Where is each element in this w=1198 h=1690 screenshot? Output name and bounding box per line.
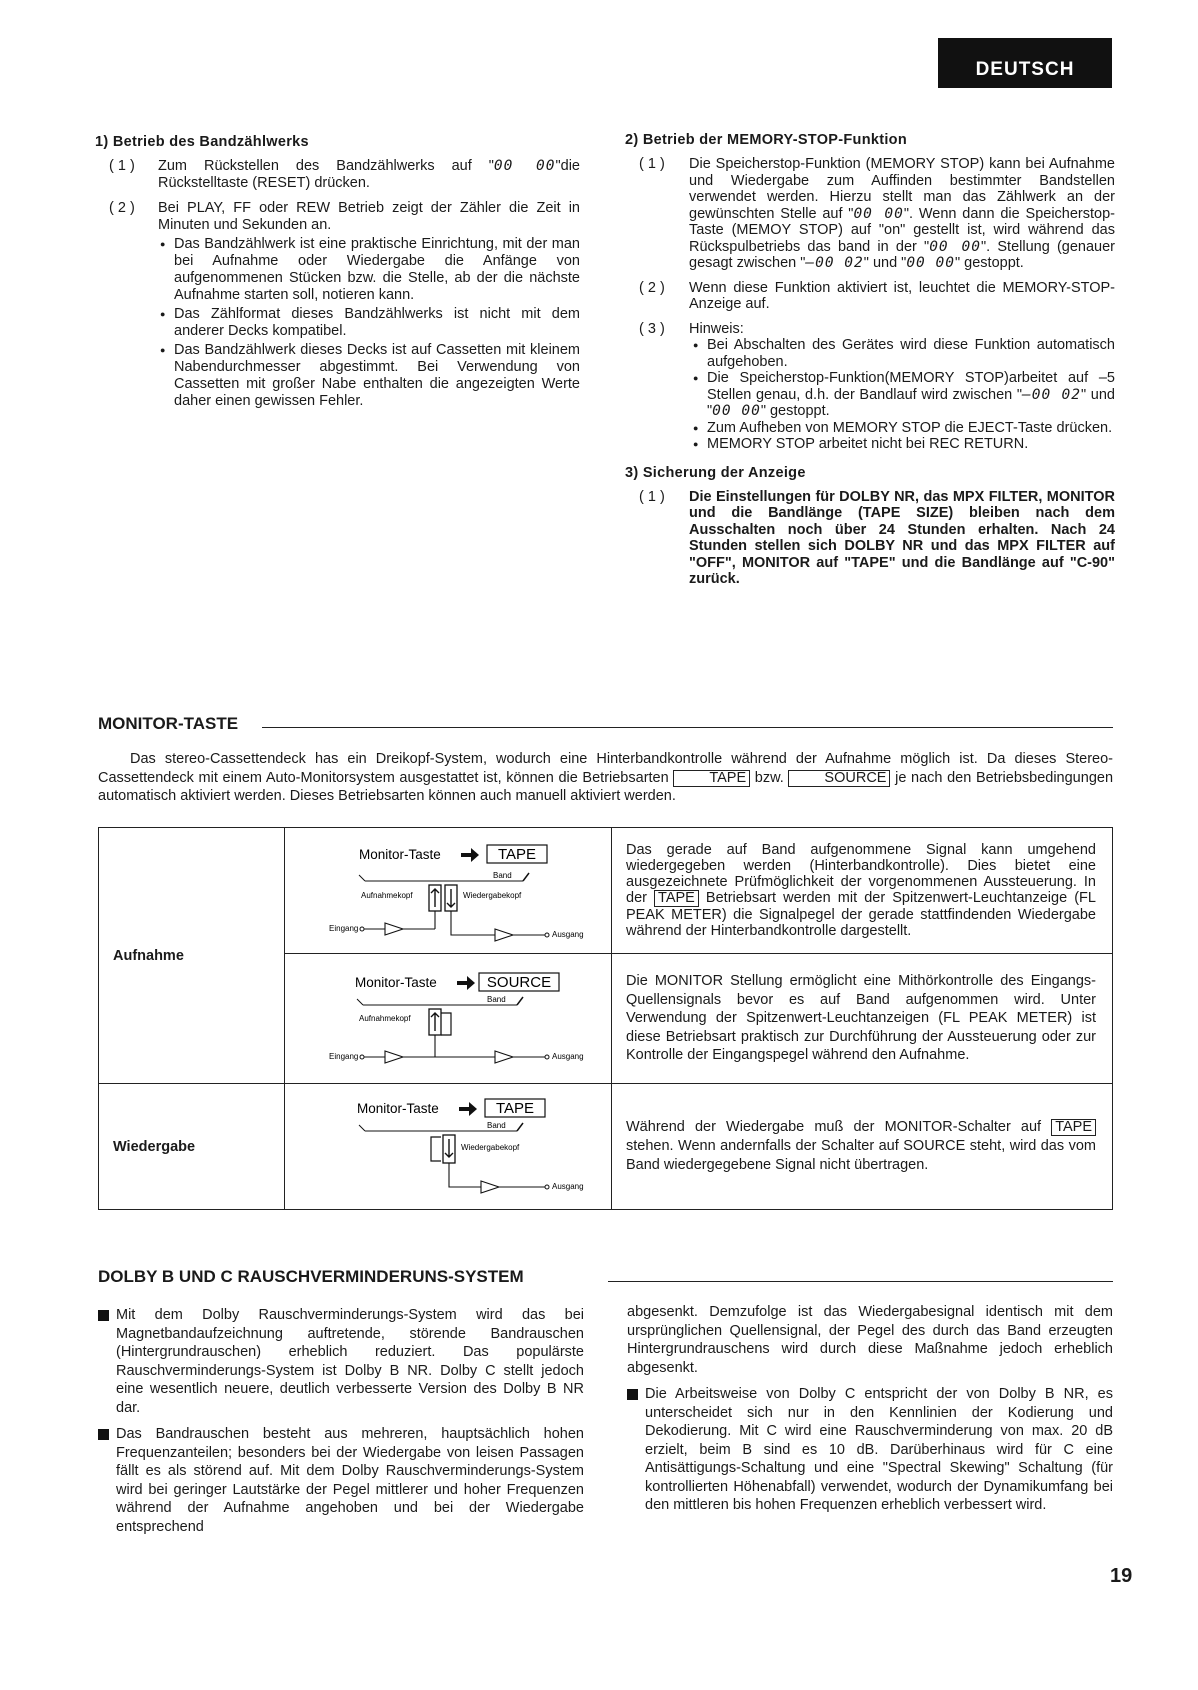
dolby-heading: DOLBY B UND C RAUSCHVERMINDERUNS-SYSTEM [98, 1267, 524, 1286]
band-label: Band [493, 870, 512, 880]
text: Wiedergabe [113, 1138, 196, 1155]
language-tab [938, 38, 1112, 88]
diagram-svg [285, 829, 611, 953]
text: bzw. [750, 769, 789, 786]
item-number: ( 2 ) [109, 200, 135, 216]
item-number: ( 1 ) [639, 156, 665, 172]
lcd-digits: 00 00 [906, 255, 955, 271]
item-number: ( 1 ) [109, 158, 135, 174]
input-terminal [360, 927, 364, 931]
text: " und " [707, 386, 1115, 419]
band-label: Band [487, 994, 506, 1004]
lcd-digits: 00 00 [929, 238, 981, 255]
text: je nach den Betriebsbedingungen automatisch aktiviert werden. Dieses Betriebsarten können auch manuell aktiviert werden. [98, 769, 1114, 804]
counter-item-2 [95, 200, 580, 234]
diagram-tape-playback [285, 1085, 611, 1209]
item-number: ( 1 ) [639, 488, 665, 505]
tape-label: TAPE [497, 845, 537, 863]
monitor-taste-label: Monitor-Taste [357, 1100, 439, 1116]
monitor-heading-rule [262, 727, 1113, 728]
diagram-cell [285, 1084, 612, 1210]
amplifier-icon [495, 1051, 513, 1063]
arrow-icon [459, 1102, 477, 1116]
memory-note: ● Zum Aufheben von MEMORY STOP die EJECT-Taste drücken. [691, 420, 1115, 437]
memory-note: ● Bei Abschalten des Gerätes wird diese Funktion automatisch aufgehoben. [691, 337, 1115, 370]
arrow-icon [461, 848, 479, 862]
band-label: Band [487, 1120, 506, 1130]
output-terminal [545, 1055, 549, 1059]
counter-bullet: ● Das Bandzählwerk ist eine praktische Einrichtung, mit der man bei Aufnahme oder Wiedergabe die Anfänge von aufgenommenen Stücken bzw. die Stelle, ab der die nächste Aufnahme starten soll, notieren kann. [158, 236, 580, 304]
memory-title: 2) Betrieb der MEMORY-STOP-Funktion [625, 132, 907, 148]
record-head-label: Aufnahmekopf [359, 1013, 411, 1023]
desc-cell-source [612, 954, 1113, 1084]
text: Das stereo-Cassettendeck has ein Dreikopf-System, wodurch eine Hinterbandkontrolle während der Aufnahme möglich ist. Da dieses Stereo-Cassettendeck mit einem Auto-Monitorsystem ausgestattet ist, können die Betriebsarten [98, 751, 1113, 786]
wire [449, 1163, 545, 1187]
amplifier-icon [495, 929, 513, 941]
counter-bullet: ● Das Bandzählwerk dieses Decks ist auf Cassetten mit kleinem Nabendurchmesser abgestimmt. Bei Verwendung von Cassetten mit großer Nabe enthalten die angezeigten Werte daher einen gewissen Fehler. [158, 342, 580, 410]
record-head-outline [431, 1137, 441, 1161]
monitor-intro [98, 750, 1113, 806]
table-row [99, 828, 1113, 954]
monitor-table [98, 827, 1113, 1210]
text: Zum Rückstellen des Bandzählwerks auf " [158, 158, 494, 174]
text: Bei PLAY, FF oder REW Betrieb zeigt der Zähler die Zeit in Minuten und Sekunden an. [158, 200, 580, 233]
lcd-digits: 00 00 [712, 403, 761, 419]
band-end [517, 997, 523, 1005]
dolby-paragraph: Das Bandrauschen besteht aus mehreren, hauptsächlich hohen Frequenzanteilen; besonders bei der Wiedergabe von leisen Passagen fällt es als störend auf. Mit dem Dolby Rauschverminderungs-System wird bei geringer Lautstärke der Pegel mittlerer und hoher Frequenzen während der Aufnahme angehoben und bei der Wiedergabe entsprechend [98, 1425, 584, 1536]
row-label-aufnahme [99, 828, 285, 1084]
tape-box: TAPE [654, 890, 699, 907]
tape-box: TAPE [673, 770, 750, 787]
arrow-icon [457, 976, 475, 990]
dolby-left-column [98, 1306, 584, 1536]
monitor-heading: MONITOR-TASTE [98, 714, 239, 733]
input-label: Eingang [329, 1051, 359, 1061]
diagram-svg [285, 957, 611, 1081]
language-label: DEUTSCH [975, 59, 1075, 80]
source-box: SOURCE [788, 770, 890, 787]
memory-item-1 [625, 156, 1115, 272]
row-label-wiedergabe [99, 1084, 285, 1210]
diagram-tape-record [285, 829, 611, 953]
item-number: ( 3 ) [639, 320, 665, 337]
lcd-digits: –00 02 [805, 255, 864, 271]
record-head-label: Aufnahmekopf [361, 890, 413, 900]
desc-cell-tape [612, 828, 1113, 954]
input-terminal [360, 1055, 364, 1059]
band-end [517, 1123, 523, 1131]
text: Das gerade auf Band aufgenommene Signal kann umgehend wiedergegeben werden (Hinterbandkontrolle). Dies bietet eine ausgezeichnete Prüfmöglichkeit der vorgenommenen Aussteuerung. In der [626, 842, 1096, 906]
memory-item-3 [625, 321, 1115, 338]
band-end [359, 875, 365, 881]
memory-section [625, 132, 1115, 596]
diagram-source-record [285, 957, 611, 1081]
text: ". Stellung (genauer gesagt zwischen " [689, 238, 1115, 271]
memory-item-2 [625, 280, 1115, 313]
text: " gestoppt. [760, 403, 830, 419]
dolby-paragraph: abgesenkt. Demzufolge ist das Wiedergabesignal identisch mit dem ursprünglichen Quellensignal, der Pegel des durch das Band erzeugten Hintergrundrauschens wird durch diese Maßnahme jedoch erheblich abgesenkt. [627, 1304, 1113, 1376]
item-number: ( 2 ) [639, 279, 665, 296]
text: Während der Wiedergabe muß der MONITOR-Schalter auf [626, 1119, 1052, 1135]
amplifier-icon [385, 923, 403, 935]
output-label: Ausgang [552, 929, 584, 939]
text: stehen. Wenn andernfalls der Schalter auf SOURCE steht, wird das vom Band wiedergegebene Signal nicht übertragen. [626, 1138, 1096, 1173]
tape-label: TAPE [495, 1099, 535, 1117]
counter-bullet: ● Das Zählformat dieses Bandzählwerks ist nicht mit dem anderer Decks kompatibel. [158, 306, 580, 340]
amplifier-icon [481, 1181, 499, 1193]
text: Aufnahme [113, 947, 184, 964]
band-end [523, 873, 529, 881]
backup-title: 3) Sicherung der Anzeige [625, 464, 806, 481]
input-label: Eingang [329, 923, 359, 933]
band-end [359, 1125, 365, 1131]
text: Betriebsart werden mit der Spitzenwert-Leuchtanzeige (FL PEAK METER) die Signalpegel der gerade stattfindenden Wiedergabe während der Hinterbandkontrolle dargestellt. [626, 890, 1096, 939]
counter-item-1 [95, 158, 580, 192]
head-arrows-icon [431, 889, 455, 907]
lcd-digits: 00 00 [853, 205, 904, 222]
dolby-paragraph: Die Arbeitsweise von Dolby C entspricht der von Dolby B NR, es unterscheidet sich nur in den Kennlinien der Kodierung und Dekodierung. Mit C wird eine Rauschverminderung von max. 20 dB erzielt, beim B sind es 10 dB. Darüberhinaus wird für C eine Antisättigungs-Schaltung und eine "Spectral Skewing" Schaltung (für kontrollierten Höhenabfall) verwendet, wodurch der Dynamikumfang bei den mittleren bis hohen Frequenzen erheblich verbessert wird. [627, 1385, 1113, 1515]
text: ". Wenn dann die Speicherstop-Taste (MEMOY STOP) auf "on" gestellt ist, wird während das Rückspulbetriebs das band in der " [689, 205, 1115, 255]
counter-title: 1) Betrieb des Bandzählwerks [95, 134, 309, 150]
tape-box: TAPE [1051, 1119, 1096, 1136]
output-terminal [545, 933, 549, 937]
lcd-digits: 00 00 [493, 158, 556, 174]
diagram-cell [285, 954, 612, 1084]
monitor-taste-label: Monitor-Taste [359, 846, 441, 862]
diagram-cell [285, 828, 612, 954]
text: Die Speicherstop-Funktion (MEMORY STOP) kann bei Aufnahme und Wiedergabe zum Auffinden bestimmter Bandstellen verwendet werden. Hierzu stellt man das Zählwerk an der gewünschten Stelle auf " [689, 156, 1115, 222]
play-head-label: Wiedergabekopf [461, 1142, 520, 1152]
amplifier-icon [385, 1051, 403, 1063]
text: " und " [863, 255, 907, 271]
source-label: SOURCE [486, 973, 552, 991]
text: " gestoppt. [954, 255, 1024, 271]
dolby-heading-rule [608, 1281, 1113, 1282]
page-number: 19 [1110, 1565, 1133, 1587]
dolby-right-column [627, 1303, 1113, 1515]
backup-item [625, 489, 1115, 588]
diagram-svg [285, 1085, 611, 1209]
play-head-outline [441, 1013, 451, 1035]
lcd-digits: –00 02 [1022, 386, 1081, 403]
output-label: Ausgang [552, 1181, 584, 1191]
output-label: Ausgang [552, 1051, 584, 1061]
text: Die Speicherstop-Funktion(MEMORY STOP)arbeitet auf –5 Stellen genau, d.h. der Bandlauf wird zwischen " [707, 370, 1115, 403]
text: Wenn diese Funktion aktiviert ist, leuchtet die MEMORY-STOP-Anzeige auf. [689, 279, 1115, 312]
hint-label: Hinweis: [689, 320, 744, 337]
text: "die Rückstelltaste (RESET) drücken. [158, 158, 580, 191]
dolby-paragraph: Mit dem Dolby Rauschverminderungs-System wird das bei Magnetbandaufzeichnung auftretende, störende Bandrauschen (Hintergrundrauschen) erheblich reduziert. Das populärste Rauschverminderungs-System ist Dolby B NR. Dolby C stellt jedoch eine wesentlich neuere, deutlich verbesserte Version des Dolby B NR dar. [98, 1306, 584, 1417]
table-row [99, 1084, 1113, 1210]
counter-section [95, 134, 580, 410]
monitor-taste-label: Monitor-Taste [355, 974, 437, 990]
play-head-label: Wiedergabekopf [463, 890, 522, 900]
desc-cell-playback [612, 1084, 1113, 1210]
memory-note: ● MEMORY STOP arbeitet nicht bei REC RETURN. [691, 436, 1115, 453]
memory-note [691, 370, 1115, 420]
band-end [357, 999, 363, 1005]
text: Die Einstellungen für DOLBY NR, das MPX FILTER, MONITOR und die Bandlänge (TAPE SIZE) bleiben nach dem Ausschalten noch über 24 Stunden erhalten. Nach 24 Stunden stellen sich DOLBY NR und das MPX FILTER auf "OFF", MONITOR auf "TAPE" und die Bandlänge auf "C-90" zurück. [689, 488, 1115, 587]
text: Die MONITOR Stellung ermöglicht eine Mithörkontrolle des Eingangs-Quellensignals bevor es auf Band aufgenommen wird. Unter Verwendung der Spitzenwert-Leuchtanzeigen (FL PEAK METER) ist diese Betriebsart praktisch zur Durchführung der Aussteuerung oder zur Kontrolle der Eingangspegel während den Aufnahme. [626, 973, 1096, 1064]
output-terminal [545, 1185, 549, 1189]
